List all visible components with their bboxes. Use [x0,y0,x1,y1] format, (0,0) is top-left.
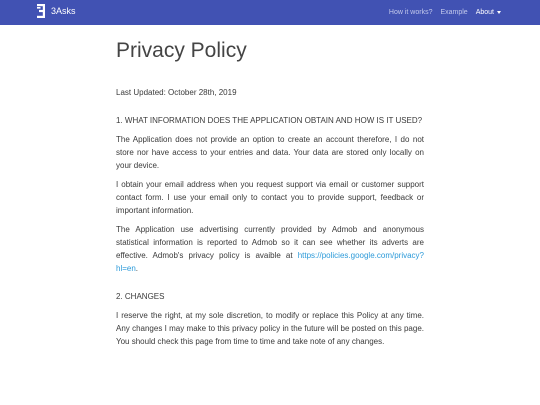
paragraph-advertising [116,223,424,275]
section-heading-information: 1. WHAT INFORMATION DOES THE APPLICATION OBTAIN AND HOW IS IT USED? [116,116,423,125]
paragraph-email-usage: I obtain your email address when you request support via email or customer support contact form. I use your email only to contact you to provide support, feedback or important information. [116,180,424,215]
advertising-text-end: . [135,264,139,273]
paragraph-changes: I reserve the right, at my sole discretion, to modify or replace this Policy at any time. Any changes I may make to this privacy policy in the future will be posted on this page. You should check this page from time to time and take note of any changes. [116,311,424,346]
nav-link-how-it-works[interactable]: How it works? [388,9,433,16]
top-navbar [0,0,540,25]
page-title: Privacy Policy [116,39,247,62]
paragraph-no-account: The Application does not provide an option to create an account therefore, I do not store nor have access to your entries and data. Your data are stored only locally on your device. [116,135,424,170]
nav-link-example[interactable]: Example [440,9,468,16]
admob-privacy-link[interactable]: https://policies.google.com/privacy?hl=en [116,251,424,273]
nav-link-about-label: About [475,9,494,16]
last-updated-text: Last Updated: October 28th, 2019 [116,88,237,97]
section-heading-changes: 2. CHANGES [116,292,165,301]
nav-links [381,0,501,25]
brand-name: 3Asks [51,6,76,16]
nav-dropdown-about[interactable] [476,9,501,16]
advertising-text: The Application use advertising currently provided by Admob and anonymous statistical information is reported to Admob so it can see whether its adverts are effective. Admob's privacy policy is avaible at [116,225,424,260]
chevron-down-icon [497,11,501,14]
main-content [116,34,424,348]
brand[interactable] [37,4,76,18]
logo-icon [37,4,45,18]
